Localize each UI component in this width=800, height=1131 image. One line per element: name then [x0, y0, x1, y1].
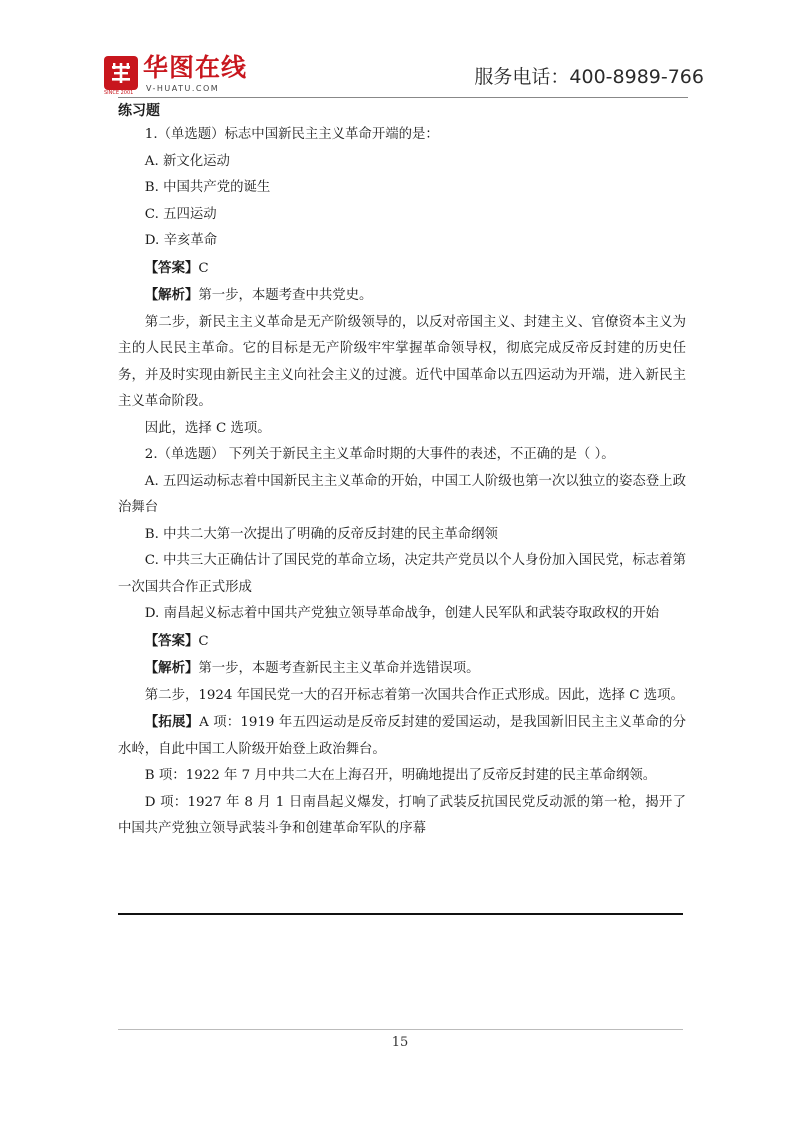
header-divider — [118, 97, 688, 98]
q1-answer — [118, 255, 686, 283]
q2-option-c: C. 中共三大正确估计了国民党的革命立场，决定共产党员以个人身份加入国民党，标志着第一次国共合作正式形成 — [118, 553, 686, 595]
footer-divider — [118, 1029, 683, 1030]
logo-url: V-HUATU.COM — [146, 84, 220, 93]
huatu-logo-icon — [104, 56, 138, 90]
page-number: 15 — [391, 1035, 409, 1050]
expand-label: 【拓展】 — [144, 714, 200, 730]
q1-analysis-step1 — [118, 282, 686, 310]
analysis-text: 第一步，本题考查新民主主义革命并选错误项。 — [198, 661, 480, 676]
q2-analysis-step2: 第二步，1924 年国民党一大的召开标志着第一次国共合作正式形成。因此，选择 C 选项。 — [144, 687, 684, 703]
q1-conclusion: 因此，选择 C 选项。 — [144, 420, 271, 436]
logo-wordmark: 华图在线 — [143, 53, 248, 82]
answer-label: 【答案】 — [144, 632, 199, 649]
answer-value: C — [198, 633, 209, 649]
q1-stem: 1.（单选题）标志中国新民主主义革命开端的是： — [144, 127, 439, 142]
analysis-text: 第一步，本题考查中共党史。 — [198, 288, 373, 303]
service-phone: 服务电话：400-8989-766 — [474, 66, 704, 88]
q2-expand-b: B 项：1922 年 7 月中共二大在上海召开，明确地提出了反帝反封建的民主革命纲领。 — [144, 768, 657, 783]
expand-a-text: A 项：1919 年五四运动是反帝反封建的爱国运动，是我国新旧民主主义革命的分水岭，自此中国工人阶级开始登上政治舞台。 — [118, 715, 687, 757]
analysis-label: 【解析】 — [144, 287, 199, 303]
exercise-content — [118, 100, 686, 843]
q2-expand-a — [118, 709, 686, 763]
q1-option-b: B. 中国共产党的诞生 — [144, 180, 271, 195]
q2-option-a: A. 五四运动标志着中国新民主主义革命的开始，中国工人阶级也第一次以独立的姿态登上政治舞台 — [118, 473, 686, 515]
analysis-label: 【解析】 — [144, 660, 199, 676]
section-title: 练习题 — [118, 103, 160, 119]
content-end-divider — [118, 913, 683, 915]
q2-option-b: B. 中共二大第一次提出了明确的反帝反封建的民主革命纲领 — [144, 526, 498, 542]
page-header — [0, 0, 800, 100]
answer-label: 【答案】 — [144, 259, 199, 276]
q1-option-a: A. 新文化运动 — [144, 153, 230, 169]
q2-option-d: D. 南昌起义标志着中国共产党独立领导革命战争，创建人民军队和武装夺取政权的开始 — [144, 606, 660, 621]
q2-answer — [118, 628, 686, 656]
q2-stem: 2.（单选题） 下列关于新民主主义革命时期的大事件的表述，不正确的是（ ）。 — [144, 447, 615, 462]
answer-value: C — [198, 260, 209, 276]
q2-analysis-step1 — [118, 655, 686, 683]
q2-expand-d: D 项：1927 年 8 月 1 日南昌起义爆发，打响了武装反抗国民党反动派的第一枪，揭开了中国共产党独立领导武装斗争和创建革命军队的序幕 — [118, 794, 686, 836]
logo-since: SINCE 2001 — [104, 90, 134, 96]
q1-option-d: D. 辛亥革命 — [144, 233, 218, 248]
q1-analysis-step2: 第二步，新民主主义革命是无产阶级领导的，以反对帝国主义、封建主义、官僚资本主义为主的人民民主革命。它的目标是无产阶级牢牢掌握革命领导权，彻底完成反帝反封建的历史任务，并及时实现由新民主主义向社会主义的过渡。近代中国革命以五四运动为开端，进入新民主主义革命阶段。 — [118, 314, 686, 409]
q1-option-c: C. 五四运动 — [144, 206, 217, 222]
